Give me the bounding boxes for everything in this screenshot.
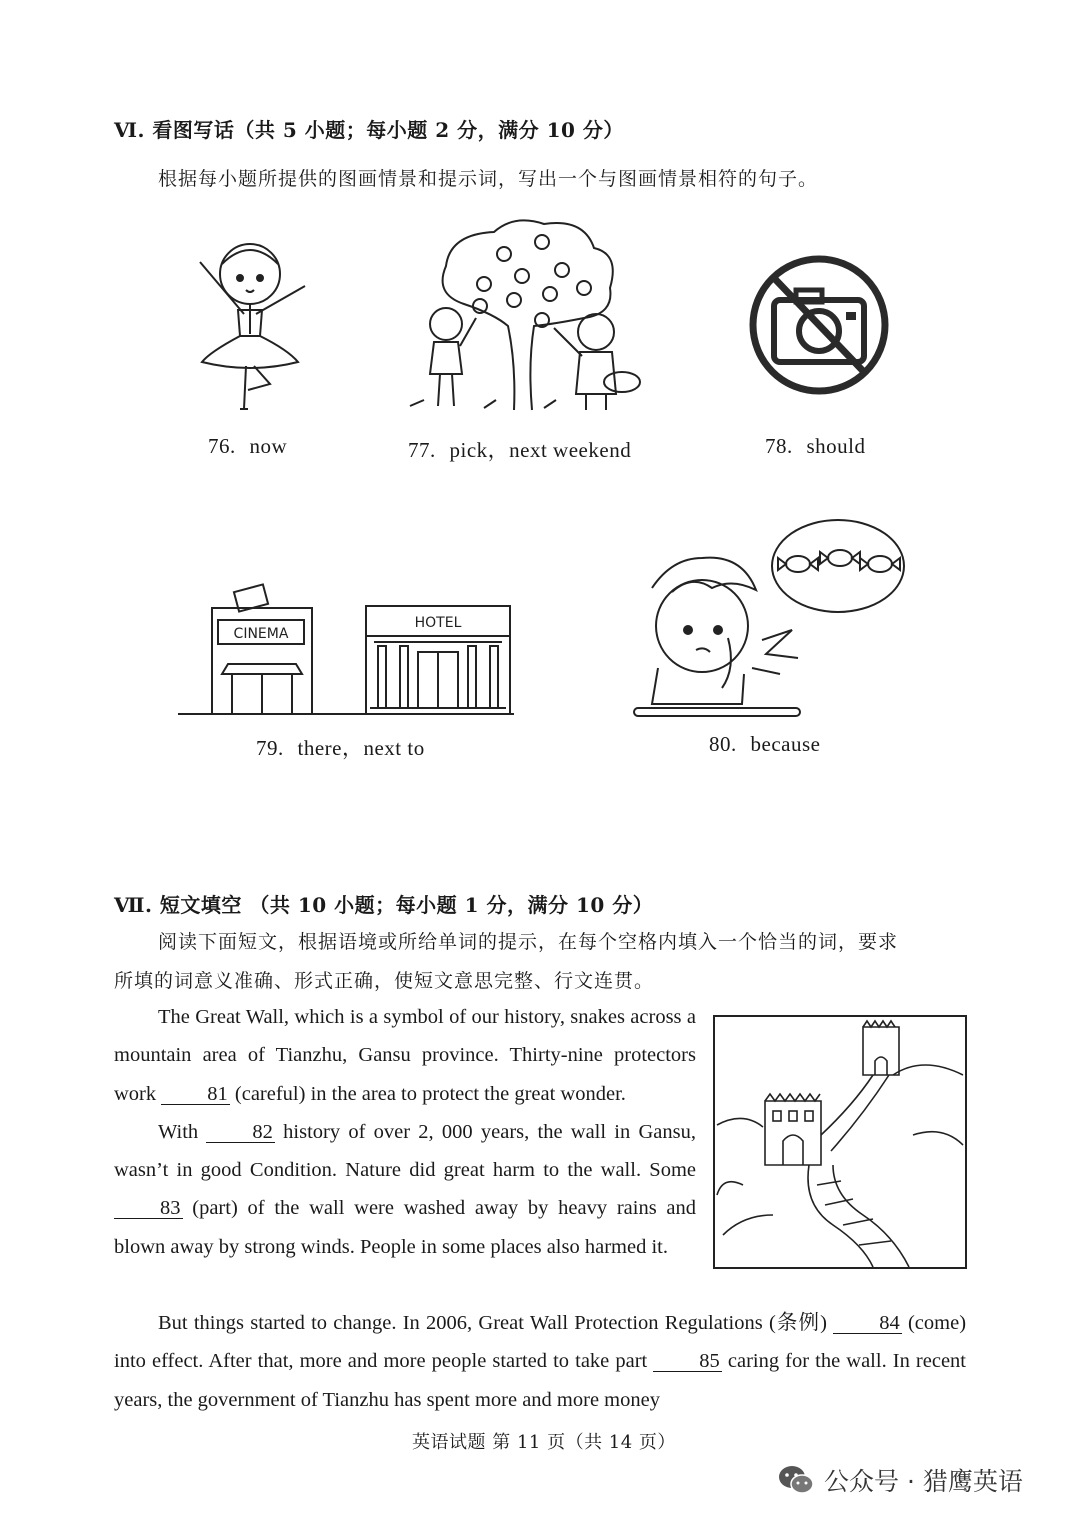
item-77-number: 77. <box>408 438 436 462</box>
paragraph-2-text-c: (part) of the wall were washed away by heavy rains and blown away by strong winds. People in some places also harmed it. <box>114 1197 697 1258</box>
cinema-hotel-illustration <box>178 580 514 720</box>
paragraph-3-text-b: (come) into effect. After that, more and more people started to take part <box>114 1312 967 1373</box>
apple-tree-illustration <box>404 214 650 414</box>
section-6-instruction: 根据每小题所提供的图画情景和提示词，写出一个与图画情景相符的句子。 <box>158 168 819 190</box>
item-77-caption <box>408 434 631 464</box>
item-79-number: 79. <box>256 736 284 760</box>
item-78-caption <box>765 434 866 459</box>
item-77-hint: pick，next weekend <box>449 438 632 462</box>
blank-83[interactable]: 83 <box>114 1198 183 1219</box>
section-7-instruction-line-2: 所填的词意义准确、形式正确，使短文意思完整、行文连贯。 <box>114 970 655 992</box>
no-camera-sign-illustration <box>746 252 892 398</box>
wechat-icon <box>778 1464 814 1496</box>
blank-81[interactable]: 81 <box>161 1084 230 1105</box>
watermark-text: 公众号 · 猎鹰英语 <box>824 1467 1023 1496</box>
paragraph-2-text-b: history of over 2, 000 years, the wall in Gansu, wasn’t in good Condition. Nature did great harm to the wall. Some <box>114 1120 696 1182</box>
item-80-number: 80. <box>709 732 737 756</box>
item-80-caption <box>709 732 820 757</box>
blank-85[interactable]: 85 <box>653 1351 722 1372</box>
section-7-heading: Ⅶ. 短文填空 （共 10 小题；每小题 1 分，满分 10 分） <box>114 893 654 917</box>
paragraph-3-text-c: caring for the wall. In recent years, the government of Tianzhu has spent more and more money <box>114 1350 966 1411</box>
paragraph-2-text-a: With <box>158 1120 199 1143</box>
item-80-hint: because <box>750 732 821 756</box>
item-79-caption <box>256 732 425 762</box>
item-76-hint: now <box>249 434 288 458</box>
item-78-number: 78. <box>765 434 793 458</box>
item-76-number: 76. <box>208 434 236 458</box>
item-76-caption <box>208 434 287 459</box>
passage-paragraph-3 <box>114 1304 966 1419</box>
item-79-hint: there，next to <box>297 736 425 760</box>
blank-82[interactable]: 82 <box>206 1122 275 1143</box>
paragraph-1-text-a: The Great Wall, which is a symbol of our history, snakes across a mountain area of Tianzhu, Gansu province. Thirty-nine protectors work <box>114 1006 696 1105</box>
section-7-instruction-line-1: 阅读下面短文，根据语境或所给单词的提示，在每个空格内填入一个恰当的词，要求 <box>158 931 899 953</box>
paragraph-3-text-a: But things started to change. In 2006, Great Wall Protection Regulations (条例) <box>158 1312 827 1334</box>
paragraph-1-text-b: (careful) in the area to protect the great wonder. <box>234 1082 626 1105</box>
page-footer: 英语试题 第 11 页（共 14 页） <box>412 1432 676 1453</box>
blank-84[interactable]: 84 <box>833 1313 902 1334</box>
great-wall-illustration <box>713 1015 967 1269</box>
section-6-heading: Ⅵ. 看图写话（共 5 小题；每小题 2 分，满分 10 分） <box>114 118 624 142</box>
hotel-sign: HOTEL <box>414 615 462 631</box>
watermark <box>778 1462 1023 1498</box>
passage-paragraph-1 <box>114 998 696 1266</box>
ballet-dancer-illustration <box>190 234 310 424</box>
cinema-sign: CINEMA <box>233 626 289 642</box>
toothache-boy-illustration <box>632 518 908 722</box>
item-78-hint: should <box>806 434 866 458</box>
